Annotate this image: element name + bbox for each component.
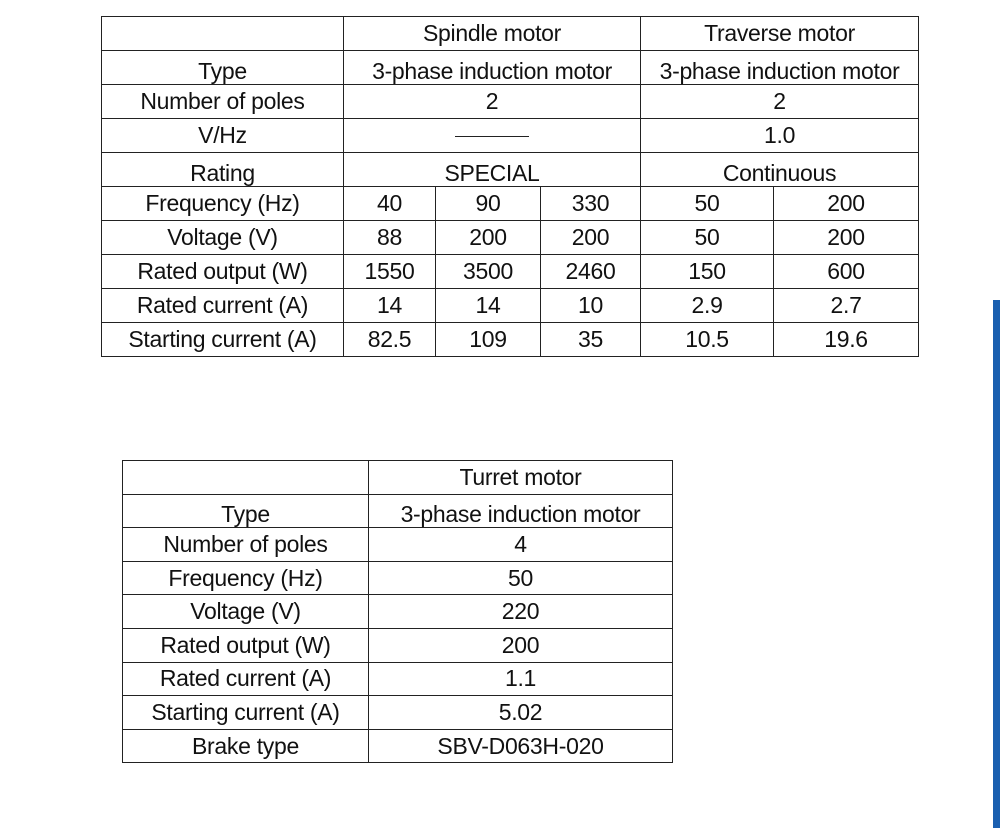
row-label: Rated output (W) <box>123 628 369 662</box>
table-row <box>102 51 919 85</box>
turret-motor-header: Turret motor <box>369 461 673 495</box>
header-blank-cell <box>102 17 344 51</box>
value-cell: 5.02 <box>369 696 673 730</box>
value-cell: 50 <box>641 187 774 221</box>
row-label: Rating <box>102 153 344 187</box>
value-cell: 82.5 <box>344 323 436 357</box>
value-cell: 35 <box>541 323 641 357</box>
value-cell: 200 <box>541 221 641 255</box>
row-label: Type <box>123 494 369 528</box>
value-cell: 50 <box>641 221 774 255</box>
turret-motor-table <box>122 460 673 763</box>
row-label: Rated current (A) <box>123 662 369 696</box>
row-label: Number of poles <box>123 528 369 562</box>
table-row <box>123 528 673 562</box>
table-row <box>102 323 919 357</box>
row-label: V/Hz <box>102 119 344 153</box>
row-label: Number of poles <box>102 85 344 119</box>
value-cell: 3-phase induction motor <box>369 494 673 528</box>
value-cell: 88 <box>344 221 436 255</box>
value-cell: 10.5 <box>641 323 774 357</box>
traverse-type-cell: 3-phase induction motor <box>641 51 919 85</box>
value-cell: 19.6 <box>774 323 919 357</box>
dash-line <box>455 136 529 137</box>
value-cell: 10 <box>541 289 641 323</box>
row-label: Frequency (Hz) <box>102 187 344 221</box>
table-row <box>123 662 673 696</box>
value-cell: 50 <box>369 561 673 595</box>
table-row <box>102 289 919 323</box>
value-cell: 200 <box>369 628 673 662</box>
header-blank-cell <box>123 461 369 495</box>
table-row <box>102 119 919 153</box>
traverse-rating-cell: Continuous <box>641 153 919 187</box>
spindle-type-cell: 3-phase induction motor <box>344 51 641 85</box>
value-cell: 90 <box>436 187 541 221</box>
value-cell: 600 <box>774 255 919 289</box>
value-cell: 14 <box>344 289 436 323</box>
traverse-vhz-cell: 1.0 <box>641 119 919 153</box>
value-cell: 1550 <box>344 255 436 289</box>
value-cell: 2460 <box>541 255 641 289</box>
value-cell: 220 <box>369 595 673 629</box>
row-label: Starting current (A) <box>102 323 344 357</box>
value-cell: 200 <box>774 221 919 255</box>
scan-edge-bar <box>993 300 1000 828</box>
value-cell: 200 <box>436 221 541 255</box>
traverse-poles-cell: 2 <box>641 85 919 119</box>
table-row <box>102 187 919 221</box>
row-label: Voltage (V) <box>102 221 344 255</box>
table-row <box>123 696 673 730</box>
spindle-rating-cell: SPECIAL <box>344 153 641 187</box>
row-label: Frequency (Hz) <box>123 561 369 595</box>
row-label: Brake type <box>123 729 369 763</box>
table-row <box>102 255 919 289</box>
value-cell: 150 <box>641 255 774 289</box>
row-label: Rated current (A) <box>102 289 344 323</box>
value-cell: 4 <box>369 528 673 562</box>
table-row <box>123 628 673 662</box>
value-cell: 14 <box>436 289 541 323</box>
traverse-motor-header: Traverse motor <box>641 17 919 51</box>
table-row <box>123 561 673 595</box>
value-cell: SBV-D063H-020 <box>369 729 673 763</box>
row-label: Starting current (A) <box>123 696 369 730</box>
spindle-poles-cell: 2 <box>344 85 641 119</box>
table-header-row <box>102 17 919 51</box>
value-cell: 1.1 <box>369 662 673 696</box>
table-row <box>102 85 919 119</box>
spindle-motor-header: Spindle motor <box>344 17 641 51</box>
motor-spec-table <box>101 16 919 357</box>
table-header-row <box>123 461 673 495</box>
value-cell: 2.9 <box>641 289 774 323</box>
row-label: Rated output (W) <box>102 255 344 289</box>
table-row <box>102 153 919 187</box>
value-cell: 109 <box>436 323 541 357</box>
table-row <box>123 494 673 528</box>
value-cell: 2.7 <box>774 289 919 323</box>
row-label: Voltage (V) <box>123 595 369 629</box>
value-cell: 3500 <box>436 255 541 289</box>
table-row <box>102 221 919 255</box>
table-row <box>123 595 673 629</box>
value-cell: 200 <box>774 187 919 221</box>
table-row <box>123 729 673 763</box>
value-cell: 40 <box>344 187 436 221</box>
value-cell: 330 <box>541 187 641 221</box>
row-label: Type <box>102 51 344 85</box>
spindle-vhz-cell <box>344 119 641 153</box>
